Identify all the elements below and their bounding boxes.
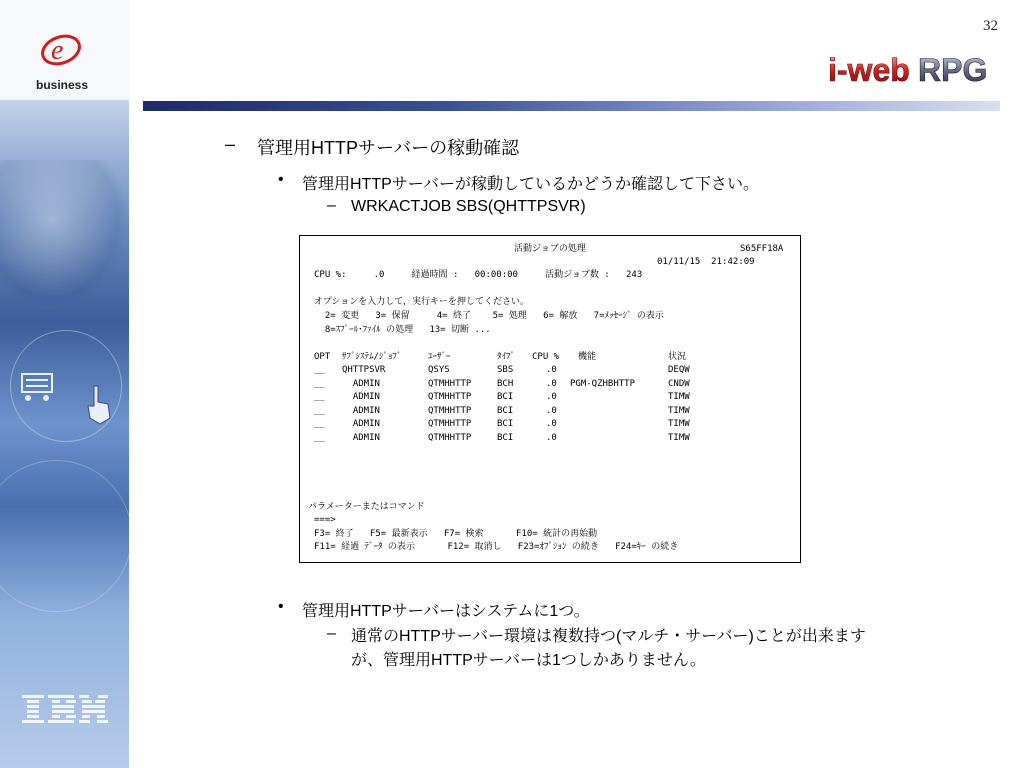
row-cpu: .0 — [546, 405, 557, 416]
row-status: TIMW — [668, 433, 690, 443]
row-status: CNDW — [668, 378, 690, 389]
row-status: TIMW — [668, 392, 690, 403]
row-cpu: .0 — [546, 378, 557, 389]
row-opt-input[interactable]: __ — [314, 378, 325, 389]
row-user: QTMHHTTP — [428, 405, 472, 416]
iwebrpg-brand-logo — [826, 52, 998, 88]
ebusiness-logo-area — [0, 0, 129, 100]
row-type: BCI — [497, 405, 514, 416]
sidebar-photo-area — [0, 160, 129, 310]
sub-bullet-line-1: 通常のHTTPサーバー環境は複数持つ(マルチ・サーバー)ことが出来ます — [351, 628, 866, 645]
options-line-2: 8=ｽﾌﾟｰﾙ･ﾌｧｲﾙ の処理 13= 切断 ... — [314, 325, 491, 335]
row-user: QSYS — [428, 365, 450, 375]
shopping-cart-icon — [18, 370, 58, 404]
dash-bullet: – — [225, 134, 236, 154]
row-job-name: QHTTPSVR — [342, 365, 386, 375]
row-type: BCI — [497, 419, 514, 430]
ibm-logo — [22, 693, 110, 727]
row-status: TIMW — [668, 405, 690, 416]
ebusiness-label: business — [36, 78, 89, 92]
row-opt-input[interactable]: __ — [314, 365, 325, 375]
column-header-cpu: CPU % — [532, 352, 560, 362]
row-opt-input[interactable]: __ — [314, 405, 325, 416]
function-keys-line-1: F3= 終了 F5= 最新表示 F7= 検索 F10= 統計の再始動 — [314, 529, 598, 539]
row-job-name: ADMIN — [342, 419, 380, 430]
row-opt-input[interactable]: __ — [314, 392, 325, 403]
row-cpu: .0 — [546, 419, 557, 430]
column-header-function: 機能 — [578, 352, 597, 362]
command-text: WRKACTJOB SBS(QHTTPSVR) — [351, 198, 586, 215]
sub-bullet-line-2: が、管理用HTTPサーバーは1つしかありません。 — [351, 652, 706, 669]
column-header-job: ｻﾌﾞｼｽﾃﾑ/ｼﾞｮﾌﾞ — [342, 352, 402, 362]
options-prompt: オプションを入力して，実行キーを押してください。 — [314, 297, 530, 307]
terminal-screen — [299, 235, 801, 563]
row-job-name: ADMIN — [342, 378, 380, 389]
svg-text:RPG: RPG — [918, 52, 988, 88]
bullet-text: 管理用HTTPサーバーが稼動しているかどうか確認して下さい。 — [302, 176, 759, 193]
terminal-title: 活動ジョブの処理 — [514, 244, 586, 254]
row-function: PGM-QZHBHTTP — [570, 378, 636, 389]
row-status: DEQW — [668, 365, 690, 375]
system-name: S65FF18A — [740, 244, 784, 254]
row-cpu: .0 — [546, 365, 557, 375]
pointing-hand-icon — [82, 382, 116, 428]
left-decorative-sidebar — [0, 0, 129, 768]
row-cpu: .0 — [546, 433, 557, 443]
row-user: QTMHHTTP — [428, 378, 472, 389]
date-time: 01/11/15 21:42:09 — [657, 257, 755, 267]
row-opt-input[interactable]: __ — [314, 433, 325, 443]
row-job-name: ADMIN — [342, 392, 380, 403]
row-opt-input[interactable]: __ — [314, 419, 325, 430]
dot-bullet: • — [278, 598, 284, 615]
sidebar-circle-decoration — [0, 460, 129, 612]
parameter-label: パラメーターまたはコマンド — [308, 502, 425, 512]
row-user: QTMHHTTP — [428, 419, 472, 430]
row-type: BCI — [497, 392, 514, 403]
column-header-opt: OPT — [314, 352, 331, 362]
dot-bullet: • — [278, 171, 284, 188]
row-cpu: .0 — [546, 392, 557, 403]
row-status: TIMW — [668, 419, 690, 430]
options-line-1: 2= 変更 3= 保留 4= 終了 5= 処理 6= 解放 7=ﾒｯｾｰｼﾞ の表示 — [314, 311, 664, 321]
column-header-status: 状況 — [668, 352, 687, 362]
row-user: QTMHHTTP — [428, 433, 472, 443]
row-job-name: ADMIN — [342, 405, 380, 416]
command-prompt[interactable]: ===> — [314, 515, 336, 525]
page-number: 32 — [983, 18, 998, 34]
row-user: QTMHHTTP — [428, 392, 472, 403]
sub-bullet-text — [351, 625, 866, 673]
cpu-summary: CPU %: .0 経過時間 : 00:00:00 活動ジョブ数 : 243 — [314, 270, 643, 280]
function-keys-line-2: F11= 経過 ﾃﾞｰﾀ の表示 F12= 取消し F23=ｵﾌﾟｼｮﾝ の続き F24=ｷｰ の続き — [314, 542, 679, 552]
dash-bullet: – — [327, 625, 336, 642]
svg-text:e: e — [51, 35, 64, 66]
row-type: BCI — [497, 433, 514, 443]
bullet-text: 管理用HTTPサーバーはシステムに1つ。 — [302, 603, 590, 620]
row-type: SBS — [497, 365, 514, 375]
header-gradient-bar — [143, 101, 1000, 111]
row-job-name: ADMIN — [342, 433, 380, 443]
ebusiness-e-icon — [40, 32, 84, 66]
dash-bullet: – — [327, 197, 336, 214]
column-header-user: ﾕｰｻﾞｰ — [428, 352, 451, 362]
column-header-type: ﾀｲﾌﾟ — [497, 352, 516, 362]
brand-logo-text: i-web — [828, 52, 910, 88]
row-type: BCH — [497, 378, 514, 389]
heading-text: 管理用HTTPサーバーの稼動確認 — [257, 138, 520, 158]
